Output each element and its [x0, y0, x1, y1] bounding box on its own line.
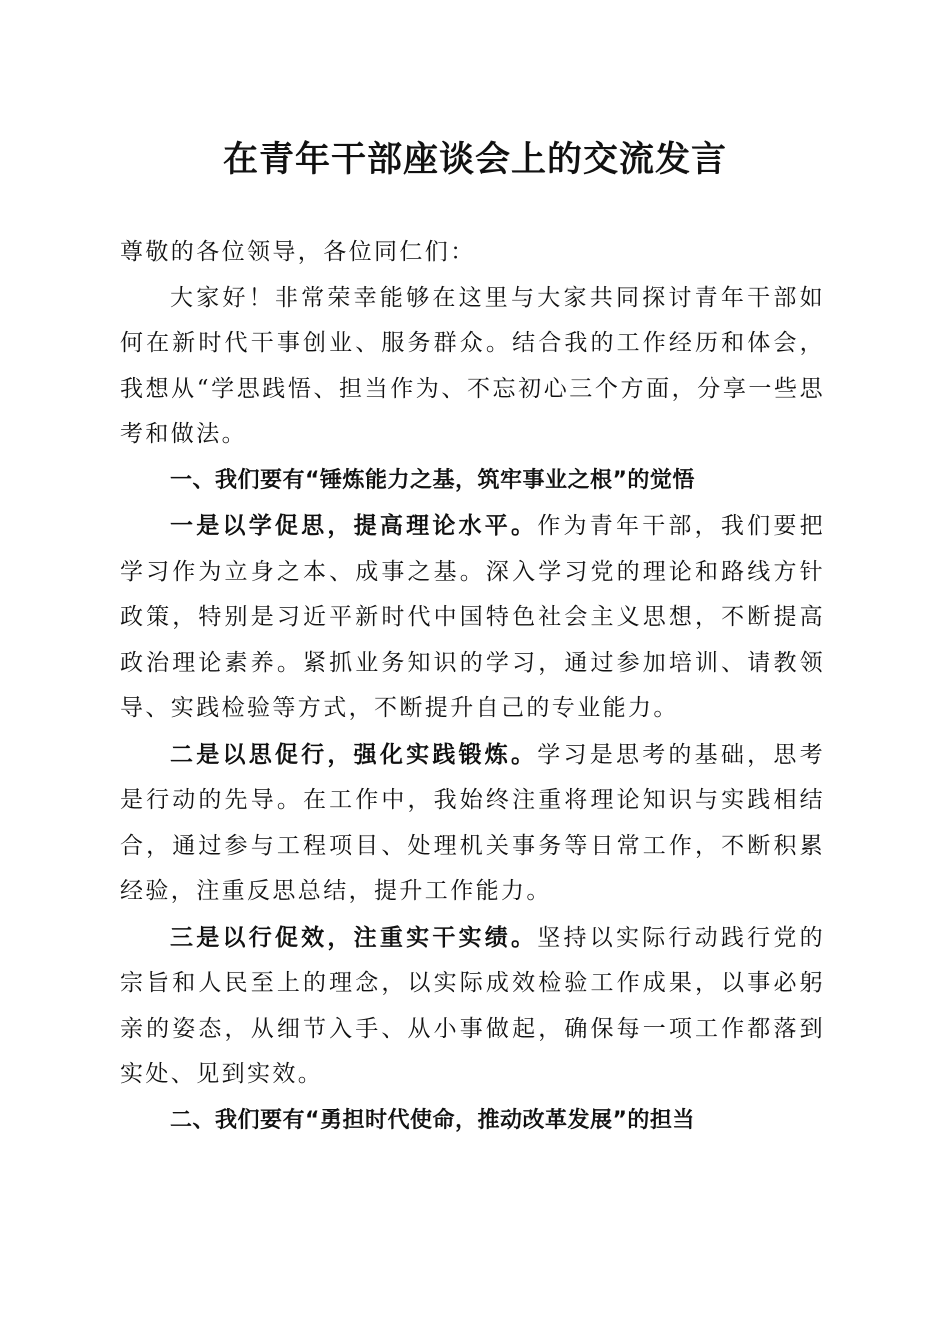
section-heading-2: 二、我们要有“勇担时代使命，推动改革发展”的担当: [170, 1107, 695, 1133]
point-paragraph-2: [120, 732, 825, 915]
salutation: 尊敬的各位领导，各位同仁们：: [120, 239, 476, 265]
document-body: [120, 230, 825, 1143]
point-text-2: 学习是思考的基础，思考是行动的先导。在工作中，我始终注重将理论知识与实践相结合，通过参与工程项目、处理机关事务等日常工作，不断积累经验，注重反思总结，提升工作能力。: [120, 741, 825, 904]
section-heading-1: 一、我们要有“锤炼能力之基，筑牢事业之根”的觉悟: [170, 467, 695, 493]
point-paragraph-1: [120, 503, 825, 732]
document-title: 在青年干部座谈会上的交流发言: [222, 139, 727, 180]
point-lead-2: 二是以思促行，强化实践锻炼。: [170, 740, 538, 768]
intro-paragraph: 大家好！非常荣幸能够在这里与大家共同探讨青年干部如何在新时代干事创业、服务群众。结合我的工作经历和体会，我想从“学思践悟、担当作为、不忘初心三个方面，分享一些思考和做法。: [120, 284, 825, 447]
point-paragraph-3: [120, 915, 825, 1098]
point-lead-3: 三是以行促效，注重实干实绩。: [170, 923, 538, 951]
point-lead-1: 一是以学促思，提高理论水平。: [170, 512, 538, 539]
point-text-1: 作为青年干部，我们要把学习作为立身之本、成事之基。深入学习党的理论和路线方针政策，特别是习近平新时代中国特色社会主义思想，不断提高政治理论素养。紧抓业务知识的学习，通过参加培训、请教领导、实践检验等方式，不断提升自己的专业能力。: [120, 513, 825, 721]
point-text-3: 坚持以实际行动践行党的宗旨和人民至上的理念，以实际成效检验工作成果，以事必躬亲的姿态，从细节入手、从小事做起，确保每一项工作都落到实处、见到实效。: [120, 924, 825, 1087]
